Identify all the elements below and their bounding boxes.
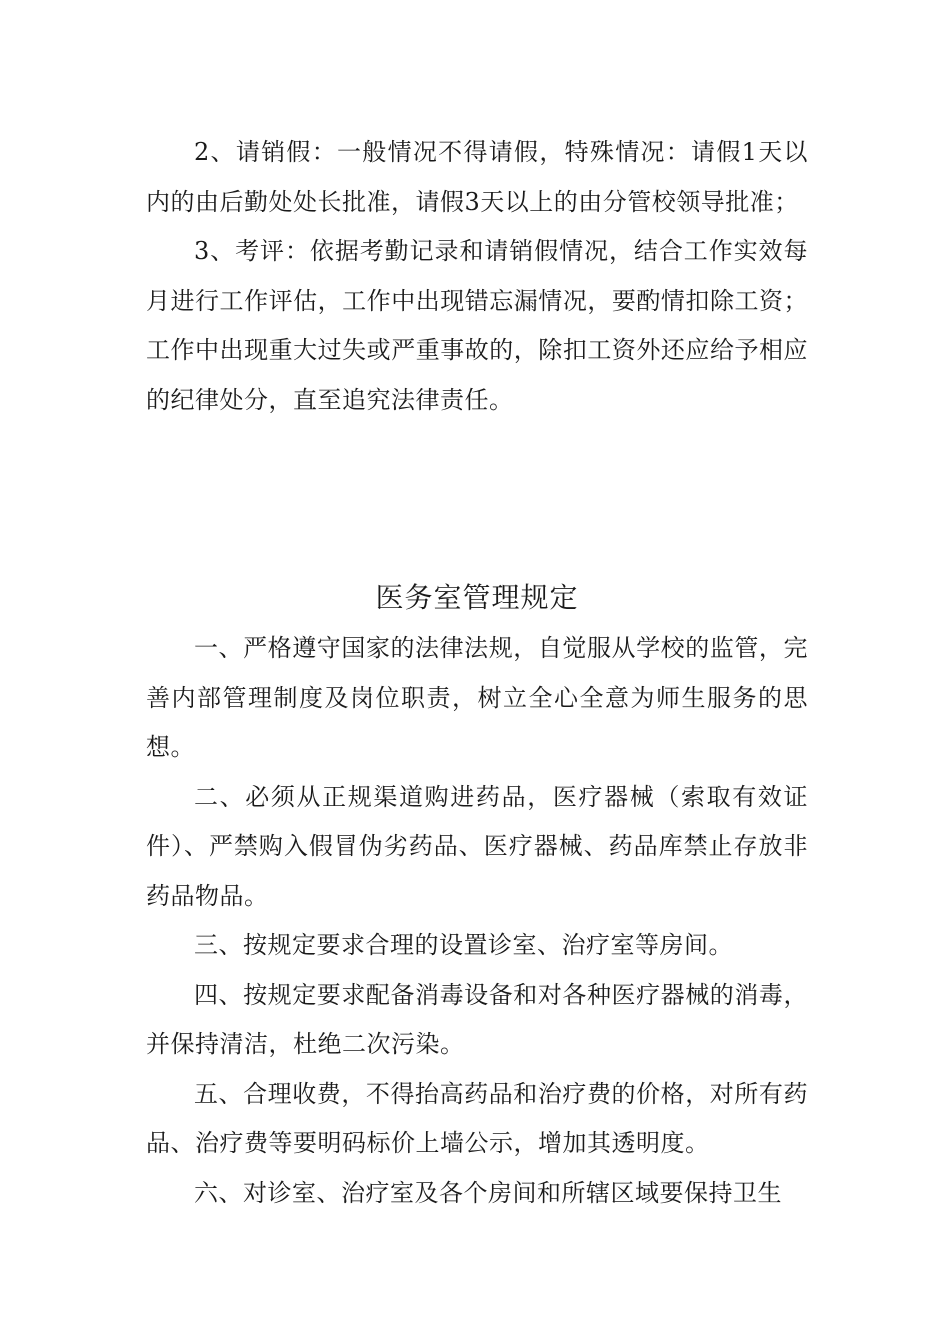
regulation-item-3: 三、按规定要求合理的设置诊室、治疗室等房间。	[194, 931, 733, 959]
regulation-item-5: 五、合理收费，不得抬高药品和治疗费的价格，对所有药品、治疗费等要明码标价上墙公示，增加其透明度。	[146, 1079, 808, 1157]
regulation-item-2: 二、必须从正规渠道购进药品，医疗器械（索取有效证件）、严禁购入假冒伪劣药品、医疗器械、药品库禁止存放非药品物品。	[146, 782, 808, 910]
regulation-item-4: 四、按规定要求配备消毒设备和对各种医疗器械的消毒，并保持清洁，杜绝二次污染。	[146, 980, 808, 1058]
top-section	[146, 128, 808, 425]
document-title: 医务室管理规定	[375, 581, 579, 614]
paragraph-evaluation: 3、考评：依据考勤记录和请销假情况，结合工作实效每月进行工作评估，工作中出现错忘漏情况，要酌情扣除工资；工作中出现重大过失或严重事故的，除扣工资外还应给予相应的纪律处分，直至追究法律责任。	[146, 237, 808, 414]
regulation-item-6: 六、对诊室、治疗室及各个房间和所辖区域要保持卫生	[194, 1178, 782, 1207]
regulation-body	[146, 624, 808, 1218]
paragraph-leave-request: 2、请销假：一般情况不得请假，特殊情况：请假1天以内的由后勤处处长批准，请假3天以上的由分管校领导批准；	[146, 138, 808, 216]
regulation-item-1: 一、严格遵守国家的法律法规，自觉服从学校的监管，完善内部管理制度及岗位职责，树立全心全意为师生服务的思想。	[146, 634, 808, 761]
